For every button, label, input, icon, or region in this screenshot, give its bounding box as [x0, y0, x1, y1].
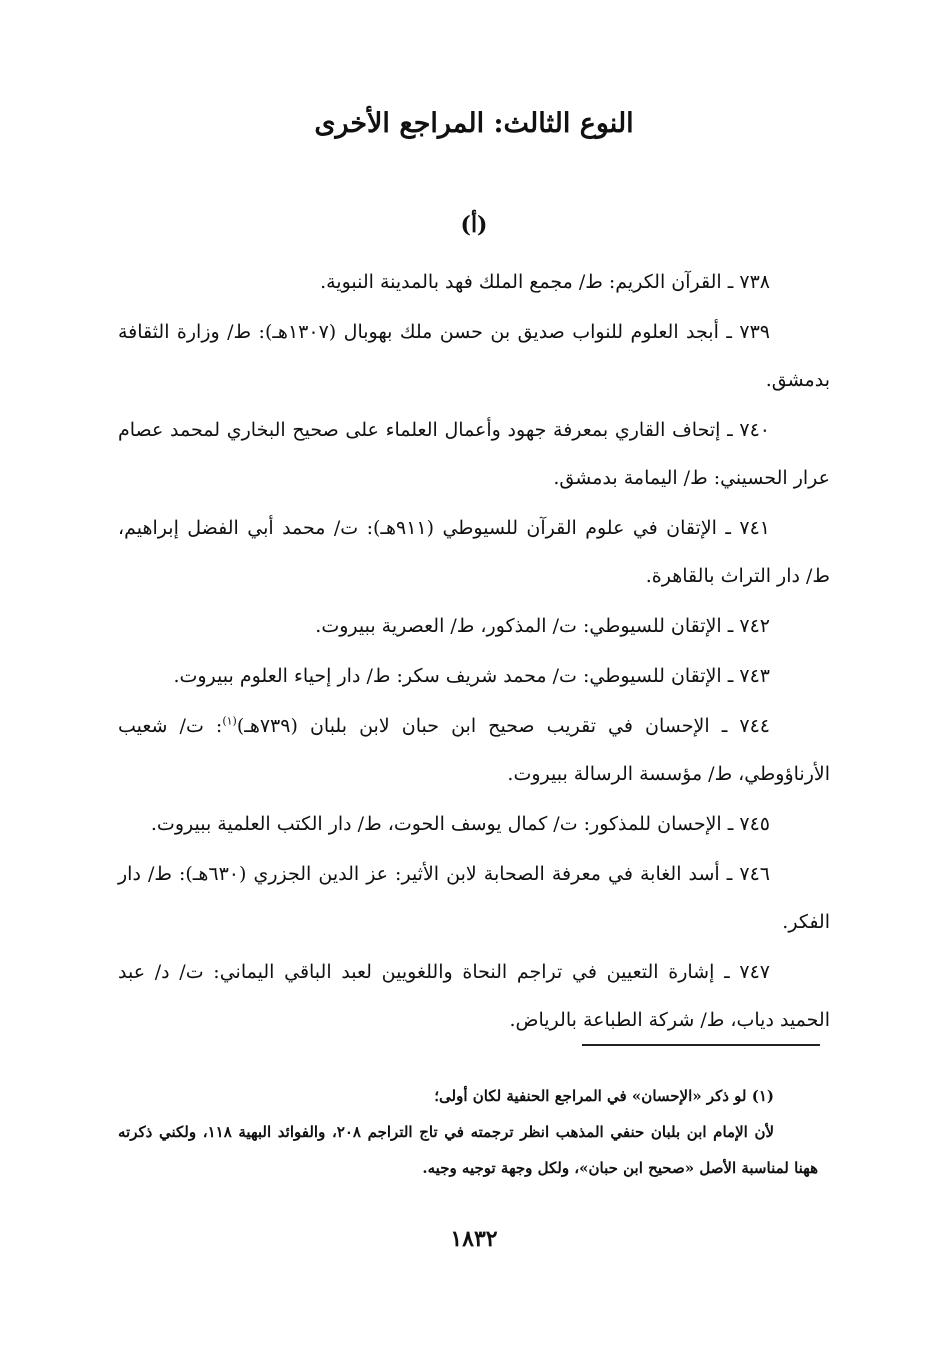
list-item [118, 652, 830, 700]
entry-text: القرآن الكريم: ط/ مجمع الملك فهد بالمدينة النبوية. [320, 271, 722, 293]
entry-text: الإتقان للسيوطي: ت/ محمد شريف سكر: ط/ دار إحياء العلوم ببيروت. [173, 665, 722, 687]
entry-separator: ـ [727, 665, 734, 687]
entry-number: ٧٤٠ [739, 419, 771, 441]
entry-text: إشارة التعيين في تراجم النحاة واللغويين لعبد الباقي اليماني: ت/ د/ عبد الحميد دياب، ط/ شركة الطباعة بالرياض. [118, 961, 830, 1031]
section-heading: (أ) [460, 212, 488, 238]
page-title: النوع الثالث: المراجع الأخرى [314, 108, 634, 139]
list-item [118, 800, 830, 848]
list-item [118, 258, 830, 306]
list-item [118, 602, 830, 650]
entry-number: ٧٤٣ [739, 665, 770, 687]
entry-separator: ـ [727, 271, 734, 293]
entry-number: ٧٤٧ [739, 961, 770, 983]
footnote-text-continued: لأن الإمام ابن بلبان حنفي المذهب انظر ترجمته في تاج التراجم ٢٠٨، والفوائد البهية ١١٨، ولكني ذكرته ههنا لمناسبة الأصل «صحيح ابن حبان»، ولكل وجهة توجيه وجيه. [118, 1123, 818, 1177]
entry-number: ٧٣٩ [739, 321, 770, 343]
entry-number: ٧٤٤ [739, 715, 770, 737]
footnote-divider [582, 1044, 820, 1046]
reference-list [118, 258, 830, 1046]
entry-separator: ـ [727, 813, 734, 835]
entry-text-continued: : ت/ شعيب الأرناؤوطي، ط/ مؤسسة الرسالة ببيروت. [118, 715, 830, 785]
footnote-reference[interactable]: (١) [222, 714, 237, 728]
list-item [118, 308, 830, 404]
entry-number: ٧٤٢ [739, 615, 770, 637]
list-item [118, 406, 830, 502]
entry-text: أبجد العلوم للنواب صديق بن حسن ملك بهوبال (١٣٠٧هـ): ط/ وزارة الثقافة بدمشق. [118, 321, 830, 391]
entry-number: ٧٤١ [739, 517, 770, 539]
entry-text: الإحسان للمذكور: ت/ كمال يوسف الحوت، ط/ دار الكتب العلمية ببيروت. [150, 813, 722, 835]
entry-text: الإتقان للسيوطي: ت/ المذكور، ط/ العصرية ببيروت. [315, 615, 722, 637]
list-item [118, 850, 830, 946]
page-number: ١٨٣٢ [450, 1226, 498, 1252]
entry-separator: ـ [724, 961, 730, 983]
entry-separator: ـ [725, 517, 731, 539]
entry-separator: ـ [727, 615, 734, 637]
entry-separator: ـ [727, 419, 733, 441]
entry-text: الإحسان في تقريب صحيح ابن حبان لابن بلبان (٧٣٩هـ) [236, 715, 710, 737]
list-item [118, 702, 830, 798]
entry-number: ٧٤٦ [739, 863, 770, 885]
footnotes [118, 1078, 818, 1186]
list-item [118, 948, 830, 1044]
entry-text: الإتقان في علوم القرآن للسيوطي (٩١١هـ): ت/ محمد أبي الفضل إبراهيم، ط/ دار التراث بالقاهرة. [118, 517, 830, 587]
entry-separator: ـ [721, 715, 728, 737]
entry-number: ٧٣٨ [739, 271, 770, 293]
entry-text: أسد الغابة في معرفة الصحابة لابن الأثير: عز الدين الجزري (٦٣٠هـ): ط/ دار الفكر. [118, 863, 830, 933]
entry-separator: ـ [726, 863, 733, 885]
list-item [118, 504, 830, 600]
entry-text: إتحاف القاري بمعرفة جهود وأعمال العلماء على صحيح البخاري لمحمد عصام عرار الحسيني: ط/ اليمامة بدمشق. [118, 419, 830, 489]
footnote-text: (١) لو ذكر «الإحسان» في المراجع الحنفية لكان أولى؛ [434, 1087, 774, 1105]
entry-number: ٧٤٥ [739, 813, 770, 835]
entry-separator: ـ [726, 321, 732, 343]
